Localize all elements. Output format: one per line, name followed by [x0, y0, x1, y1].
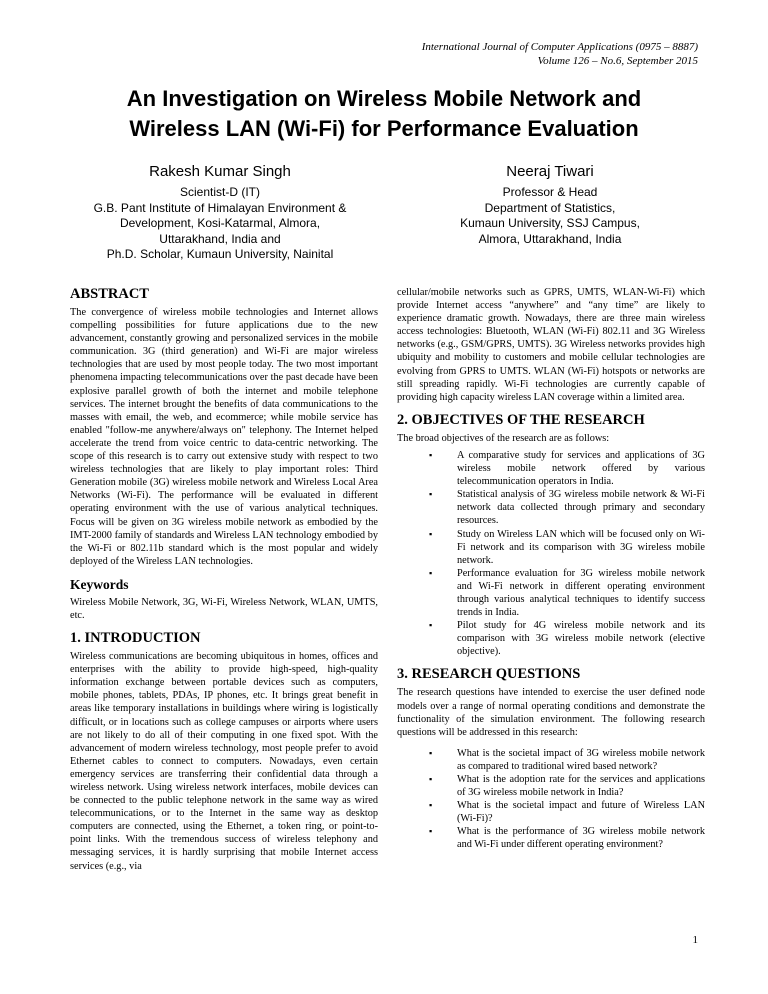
- title-line-2: Wireless LAN (Wi-Fi) for Performance Evaluation: [129, 116, 639, 141]
- author-affiliation-line: Uttarakhand, India and: [159, 231, 281, 246]
- objectives-intro: The broad objectives of the research are as follows:: [397, 432, 610, 444]
- author-affiliation-line: Almora, Uttarakhand, India: [478, 231, 622, 246]
- research-questions-intro: The research questions have intended to exercise the user defined node models over a range of normal operating conditions and demonstrate the functionality of the simulation environment. The following research questions will be addressed in this research:: [397, 687, 705, 738]
- list-item: ▪ What is the societal impact and future of Wireless LAN (Wi-Fi)?: [457, 799, 705, 825]
- list-item: ▪ What is the societal impact of 3G wireless mobile network as compared to traditional wired based network?: [457, 747, 705, 773]
- author-affiliation-line: Development, Kosi-Katarmal, Almora,: [119, 216, 321, 230]
- list-item: ▪ Statistical analysis of 3G wireless mobile network & Wi-Fi network data collected through primary and secondary resources.: [457, 488, 705, 527]
- right-column: [397, 286, 705, 852]
- author-affiliation-line: Department of Statistics,: [484, 200, 616, 215]
- research-questions-list: [397, 747, 705, 852]
- keywords-text: Wireless Mobile Network, 3G, Wi-Fi, Wireless Network, WLAN, UMTS, etc.: [70, 596, 378, 621]
- keywords-heading: Keywords: [70, 576, 129, 592]
- page-number: 1: [692, 934, 698, 946]
- list-item: ▪ What is the performance of 3G wireless mobile network and Wi-Fi under different operating environment?: [457, 825, 705, 851]
- objectives-list: [397, 449, 705, 659]
- author-affiliation-line: Ph.D. Scholar, Kumaun University, Nainital: [106, 247, 334, 261]
- running-header: [422, 40, 698, 68]
- list-item: ▪ Pilot study for 4G wireless mobile network and its comparison with 3G wireless mobile network (elective objective).: [457, 619, 705, 658]
- abstract-heading: ABSTRACT: [70, 286, 149, 302]
- author-affiliation-line: Scientist-D (IT): [179, 185, 260, 199]
- journal-name: International Journal of Computer Applications (0975 – 8887): [421, 41, 698, 53]
- list-item: ▪ Performance evaluation for 3G wireless mobile network and Wi-Fi network in different operating environment through various analytical techniques to identify success trends in India.: [457, 567, 705, 619]
- objectives-heading: 2. OBJECTIVES OF THE RESEARCH: [397, 411, 645, 428]
- left-column: [70, 286, 378, 873]
- author-affiliation-line: G.B. Pant Institute of Himalayan Environment &: [93, 200, 347, 215]
- author-name: Neeraj Tiwari: [506, 163, 594, 180]
- journal-volume: Volume 126 – No.6, September 2015: [537, 55, 698, 67]
- introduction-heading: 1. INTRODUCTION: [70, 630, 201, 647]
- paper-title: [60, 84, 708, 144]
- research-questions-heading: 3. RESEARCH QUESTIONS: [397, 666, 581, 683]
- introduction-text: Wireless communications are becoming ubiquitous in homes, offices and enterprises with the ability to provide high-speed, high-quality information exchange between portable devices such as computers, mobile phones, tablets, PDAs, IP phones, etc. It brings great benefit in areas like temporary installations in buildings where wiring is logistically difficult, or in locations such as college campuses or airports where users are not likely to do all of their computing in one fixed spot. With the advancement of modern wireless technology, most people prefer to avoid Ethernet cables to connect to computers. Nowadays, even certain emergency services are transferring their confidential data through a wireless network. Using wireless network interfaces, mobile devices can be connected to the public telephone network in the same way as wired telecommunications, or to the Internet in the same way as desktop computers are connected, using the Ethernet, a token ring, or point-to-point links. With the tremendous success of wireless telephony and messaging services, it is hardly surprising that mobile Internet access services (e.g., via: [70, 651, 378, 872]
- author-affiliation-line: Professor & Head: [502, 185, 598, 199]
- abstract-text: The convergence of wireless mobile technologies and Internet allows compelling possibilities for future applications due to the new advancement, constantly growing and personalized services in the mobile communication. 3G (third generation) and Wi-Fi are major wireless technologies that are used by most people today. The two most important phenomena impacting telecommunications over the past decade have been explosive parallel growth of both the internet and mobile telephone services. The internet brought the benefits of data communications to the masses with email, the web, and ecommerce; while mobile service has enabled "follow-me anywhere/always on" telephony. The Internet helped accelerate the trend from voice centric to data-centric networking. The scope of this research is to carry out extensive study with respect to two wireless technologies that are likely to play important roles: Third Generation mobile (3G) wireless mobile network and Wireless Local Area Networks (Wi-Fi). The performance will be evaluated in different operating environment with the use of various analytical techniques. Focus will be given on 3G wireless mobile network as embodied by the IMT-2000 family of standards and Wireless LAN technology embodied by the Wi-Fi or 802.11b standard which is the most popular and widely deployed of the Wireless LAN technologies.: [70, 307, 378, 567]
- author-name: Rakesh Kumar Singh: [149, 163, 291, 180]
- list-item: ▪ Study on Wireless LAN which will be focused only on Wi-Fi network and its comparison with 3G wireless mobile network.: [457, 528, 705, 567]
- author-affiliation-line: Kumaun University, SSJ Campus,: [460, 216, 640, 230]
- list-item: ▪ What is the adoption rate for the services and applications of 3G wireless mobile network in India?: [457, 773, 705, 799]
- introduction-continuation: cellular/mobile networks such as GPRS, UMTS, WLAN-Wi-Fi) which provide Internet access “anywhere” and “any time” are likely to experience dramatic growth. Nowadays, there are three main wireless access technologies: Bluetooth, WLAN (Wi-Fi) 802.11 and 3G Wireless networks (e.g., GSM/GPRS, UMTS). 3G Wireless networks provides high ubiquity and mobility to customers and mobile cellular technologies are evolving from GPRS to UMTS. WLAN (Wi-Fi) hotspots or networks are still spreading rapidly. Wi-Fi technologies are currently capable of providing high capacity wireless LAN coverage within a limited area.: [397, 287, 705, 403]
- author-block-1: [70, 162, 370, 263]
- title-line-1: An Investigation on Wireless Mobile Network and: [126, 86, 642, 111]
- list-item: ▪ A comparative study for services and applications of 3G wireless mobile network offered by various telecommunication operators in India.: [457, 449, 705, 488]
- author-block-2: [400, 162, 700, 247]
